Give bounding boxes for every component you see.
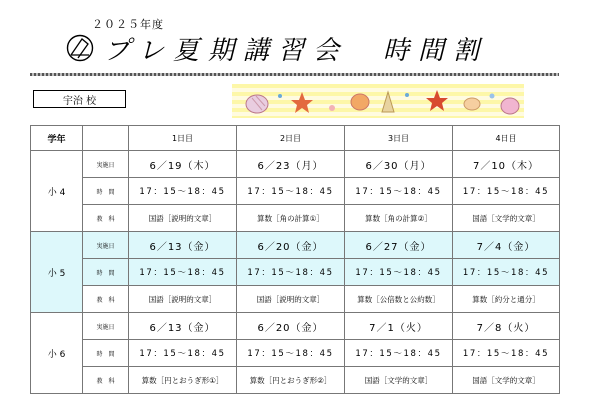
- subject-cell: 国語［説明的文章］: [237, 286, 345, 313]
- date-cell: 6／30（月）: [345, 151, 453, 178]
- date-cell: 7／8（火）: [453, 313, 560, 340]
- grade-label: 小 5: [31, 232, 83, 313]
- row-label: 実施日: [83, 151, 129, 178]
- page-title: プレ夏期講習会 時間割: [104, 35, 488, 66]
- row-label: 時 間: [83, 178, 129, 205]
- title-divider: [30, 73, 559, 76]
- subject-cell: 国語［文学的文章］: [345, 367, 453, 394]
- day-header: 3日目: [345, 126, 453, 151]
- table-row: [31, 178, 560, 205]
- table-row: [31, 340, 560, 367]
- time-cell: 17：15～18：45: [237, 340, 345, 367]
- subject-cell: 算数［角の計算②］: [345, 205, 453, 232]
- title-area: [66, 30, 488, 66]
- time-cell: 17：15～18：45: [453, 259, 560, 286]
- table-row: [31, 232, 560, 259]
- day-header: 2日目: [237, 126, 345, 151]
- time-cell: 17：15～18：45: [129, 178, 237, 205]
- grade-column-header: 学年: [31, 126, 83, 151]
- date-cell: 6／23（月）: [237, 151, 345, 178]
- grade-label: 小 4: [31, 151, 83, 232]
- school-name: 宇治 校: [33, 90, 126, 108]
- time-cell: 17：15～18：45: [453, 340, 560, 367]
- time-cell: 17：15～18：45: [345, 259, 453, 286]
- date-cell: 6／20（金）: [237, 313, 345, 340]
- label-column-header: [83, 126, 129, 151]
- subject-cell: 国語［文学的文章］: [453, 367, 560, 394]
- subject-cell: 算数［円とおうぎ形②］: [237, 367, 345, 394]
- date-cell: 6／13（金）: [129, 313, 237, 340]
- date-cell: 7／4（金）: [453, 232, 560, 259]
- row-label: 教 科: [83, 205, 129, 232]
- date-cell: 7／10（木）: [453, 151, 560, 178]
- row-label: 教 科: [83, 367, 129, 394]
- date-cell: 6／20（金）: [237, 232, 345, 259]
- subject-cell: 算数［円とおうぎ形①］: [129, 367, 237, 394]
- date-cell: 6／19（木）: [129, 151, 237, 178]
- subject-cell: 国語［文学的文章］: [453, 205, 560, 232]
- row-label: 時 間: [83, 259, 129, 286]
- table-row: [31, 313, 560, 340]
- table-row: [31, 367, 560, 394]
- time-cell: 17：15～18：45: [453, 178, 560, 205]
- table-row: [31, 259, 560, 286]
- time-cell: 17：15～18：45: [237, 259, 345, 286]
- time-cell: 17：15～18：45: [237, 178, 345, 205]
- time-cell: 17：15～18：45: [129, 259, 237, 286]
- table-row: [31, 205, 560, 232]
- year-label: ２０２５年度: [92, 18, 164, 31]
- decoration-banner: [232, 84, 524, 118]
- date-cell: 6／27（金）: [345, 232, 453, 259]
- row-label: 時 間: [83, 340, 129, 367]
- row-label: 実施日: [83, 313, 129, 340]
- time-cell: 17：15～18：45: [345, 340, 453, 367]
- table-row: [31, 286, 560, 313]
- subject-cell: 算数［公倍数と公約数］: [345, 286, 453, 313]
- table-row: [31, 151, 560, 178]
- day-header: 1日目: [129, 126, 237, 151]
- seashell-decoration: [232, 84, 524, 118]
- row-label: 教 科: [83, 286, 129, 313]
- time-cell: 17：15～18：45: [345, 178, 453, 205]
- subject-cell: 国語［説明的文章］: [129, 286, 237, 313]
- grade-label: 小 6: [31, 313, 83, 394]
- date-cell: 7／1（火）: [345, 313, 453, 340]
- row-label: 実施日: [83, 232, 129, 259]
- timetable: [30, 125, 560, 394]
- subject-cell: 算数［約分と通分］: [453, 286, 560, 313]
- header-row: [31, 126, 560, 151]
- subject-cell: 国語［説明的文章］: [129, 205, 237, 232]
- logo-icon: [66, 34, 94, 62]
- day-header: 4日目: [453, 126, 560, 151]
- time-cell: 17：15～18：45: [129, 340, 237, 367]
- subject-cell: 算数［角の計算①］: [237, 205, 345, 232]
- date-cell: 6／13（金）: [129, 232, 237, 259]
